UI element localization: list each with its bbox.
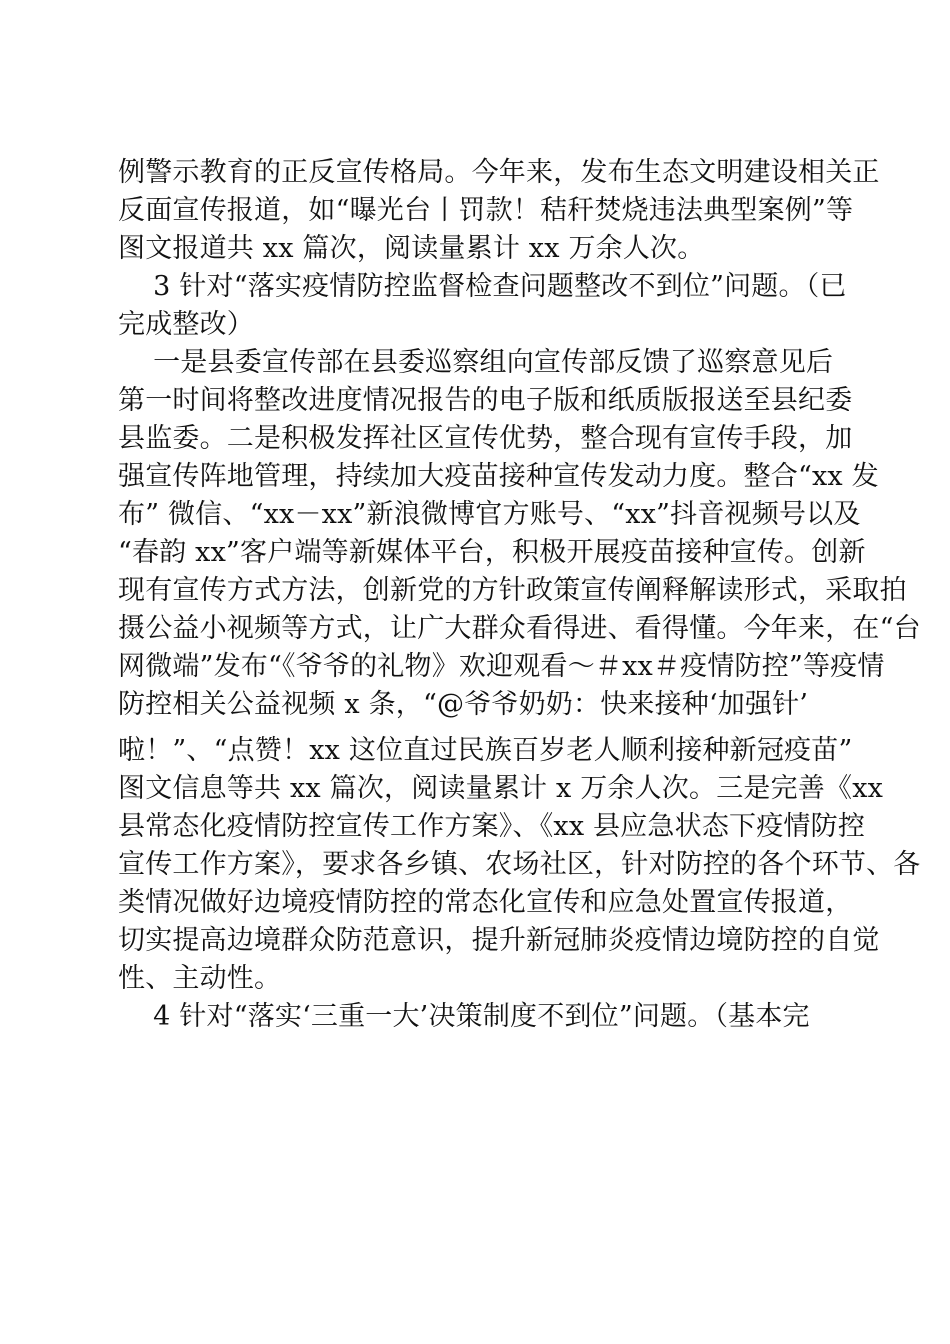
section-heading-4: 4 针对“落实‘三重一大’决策制度不到位”问题。（基本完 <box>118 1001 810 1032</box>
text-line: 网微端”发布“《爷爷的礼物》欢迎观看～＃xx＃疫情防控”等疫情 <box>118 651 885 682</box>
text-line: 图文信息等共 xx 篇次，阅读量累计 x 万余人次。三是完善《xx <box>118 773 884 804</box>
text-line: 切实提高边境群众防范意识，提升新冠肺炎疫情边境防控的自觉 <box>118 925 880 956</box>
text-line: 现有宣传方式方法，创新党的方针政策宣传阐释解读形式，采取拍 <box>118 575 907 606</box>
text-line: “春韵 xx”客户端等新媒体平台，积极开展疫苗接种宣传。创新 <box>118 537 866 568</box>
text-line: 布” 微信、“xx－xx”新浪微博官方账号、“xx”抖音视频号以及 <box>118 499 861 530</box>
text-line: 一是县委宣传部在县委巡察组向宣传部反馈了巡察意见后 <box>118 347 834 378</box>
section-heading-3: 3 针对“落实疫情防控监督检查问题整改不到位”问题。（已 <box>118 271 847 302</box>
text-line: 县常态化疫情防控宣传工作方案》、《xx 县应急状态下疫情防控 <box>118 811 866 842</box>
document-body <box>118 154 921 1036</box>
text-line: 类情况做好边境疫情防控的常态化宣传和应急处置宣传报道， <box>118 887 853 918</box>
text-line: 性、主动性。 <box>118 963 282 994</box>
text-line: 反面宣传报道，如“曝光台丨罚款！秸秆焚烧违法典型案例”等 <box>118 195 854 226</box>
text-line: 啦！”、“点赞！xx 这位直过民族百岁老人顺利接种新冠疫苗” <box>118 735 853 766</box>
text-line: 第一时间将整改进度情况报告的电子版和纸质版报送至县纪委 <box>118 385 853 416</box>
text-line: 防控相关公益视频 x 条，“@爷爷奶奶：快来接种‘加强针’ <box>118 689 809 720</box>
text-line: 例警示教育的正反宣传格局。今年来，发布生态文明建设相关正 <box>118 157 880 188</box>
text-line: 强宣传阵地管理，持续加大疫苗接种宣传发动力度。整合“xx 发 <box>118 461 879 492</box>
text-line: 宣传工作方案》，要求各乡镇、农场社区，针对防控的各个环节、各 <box>118 849 921 880</box>
text-line: 县监委。二是积极发挥社区宣传优势，整合现有宣传手段，加 <box>118 423 853 454</box>
section-heading-3-cont: 完成整改） <box>118 309 254 340</box>
text-line: 摄公益小视频等方式，让广大群众看得进、看得懂。今年来，在“台 <box>118 613 921 644</box>
text-line: 图文报道共 xx 篇次，阅读量累计 xx 万余人次。 <box>118 233 705 264</box>
